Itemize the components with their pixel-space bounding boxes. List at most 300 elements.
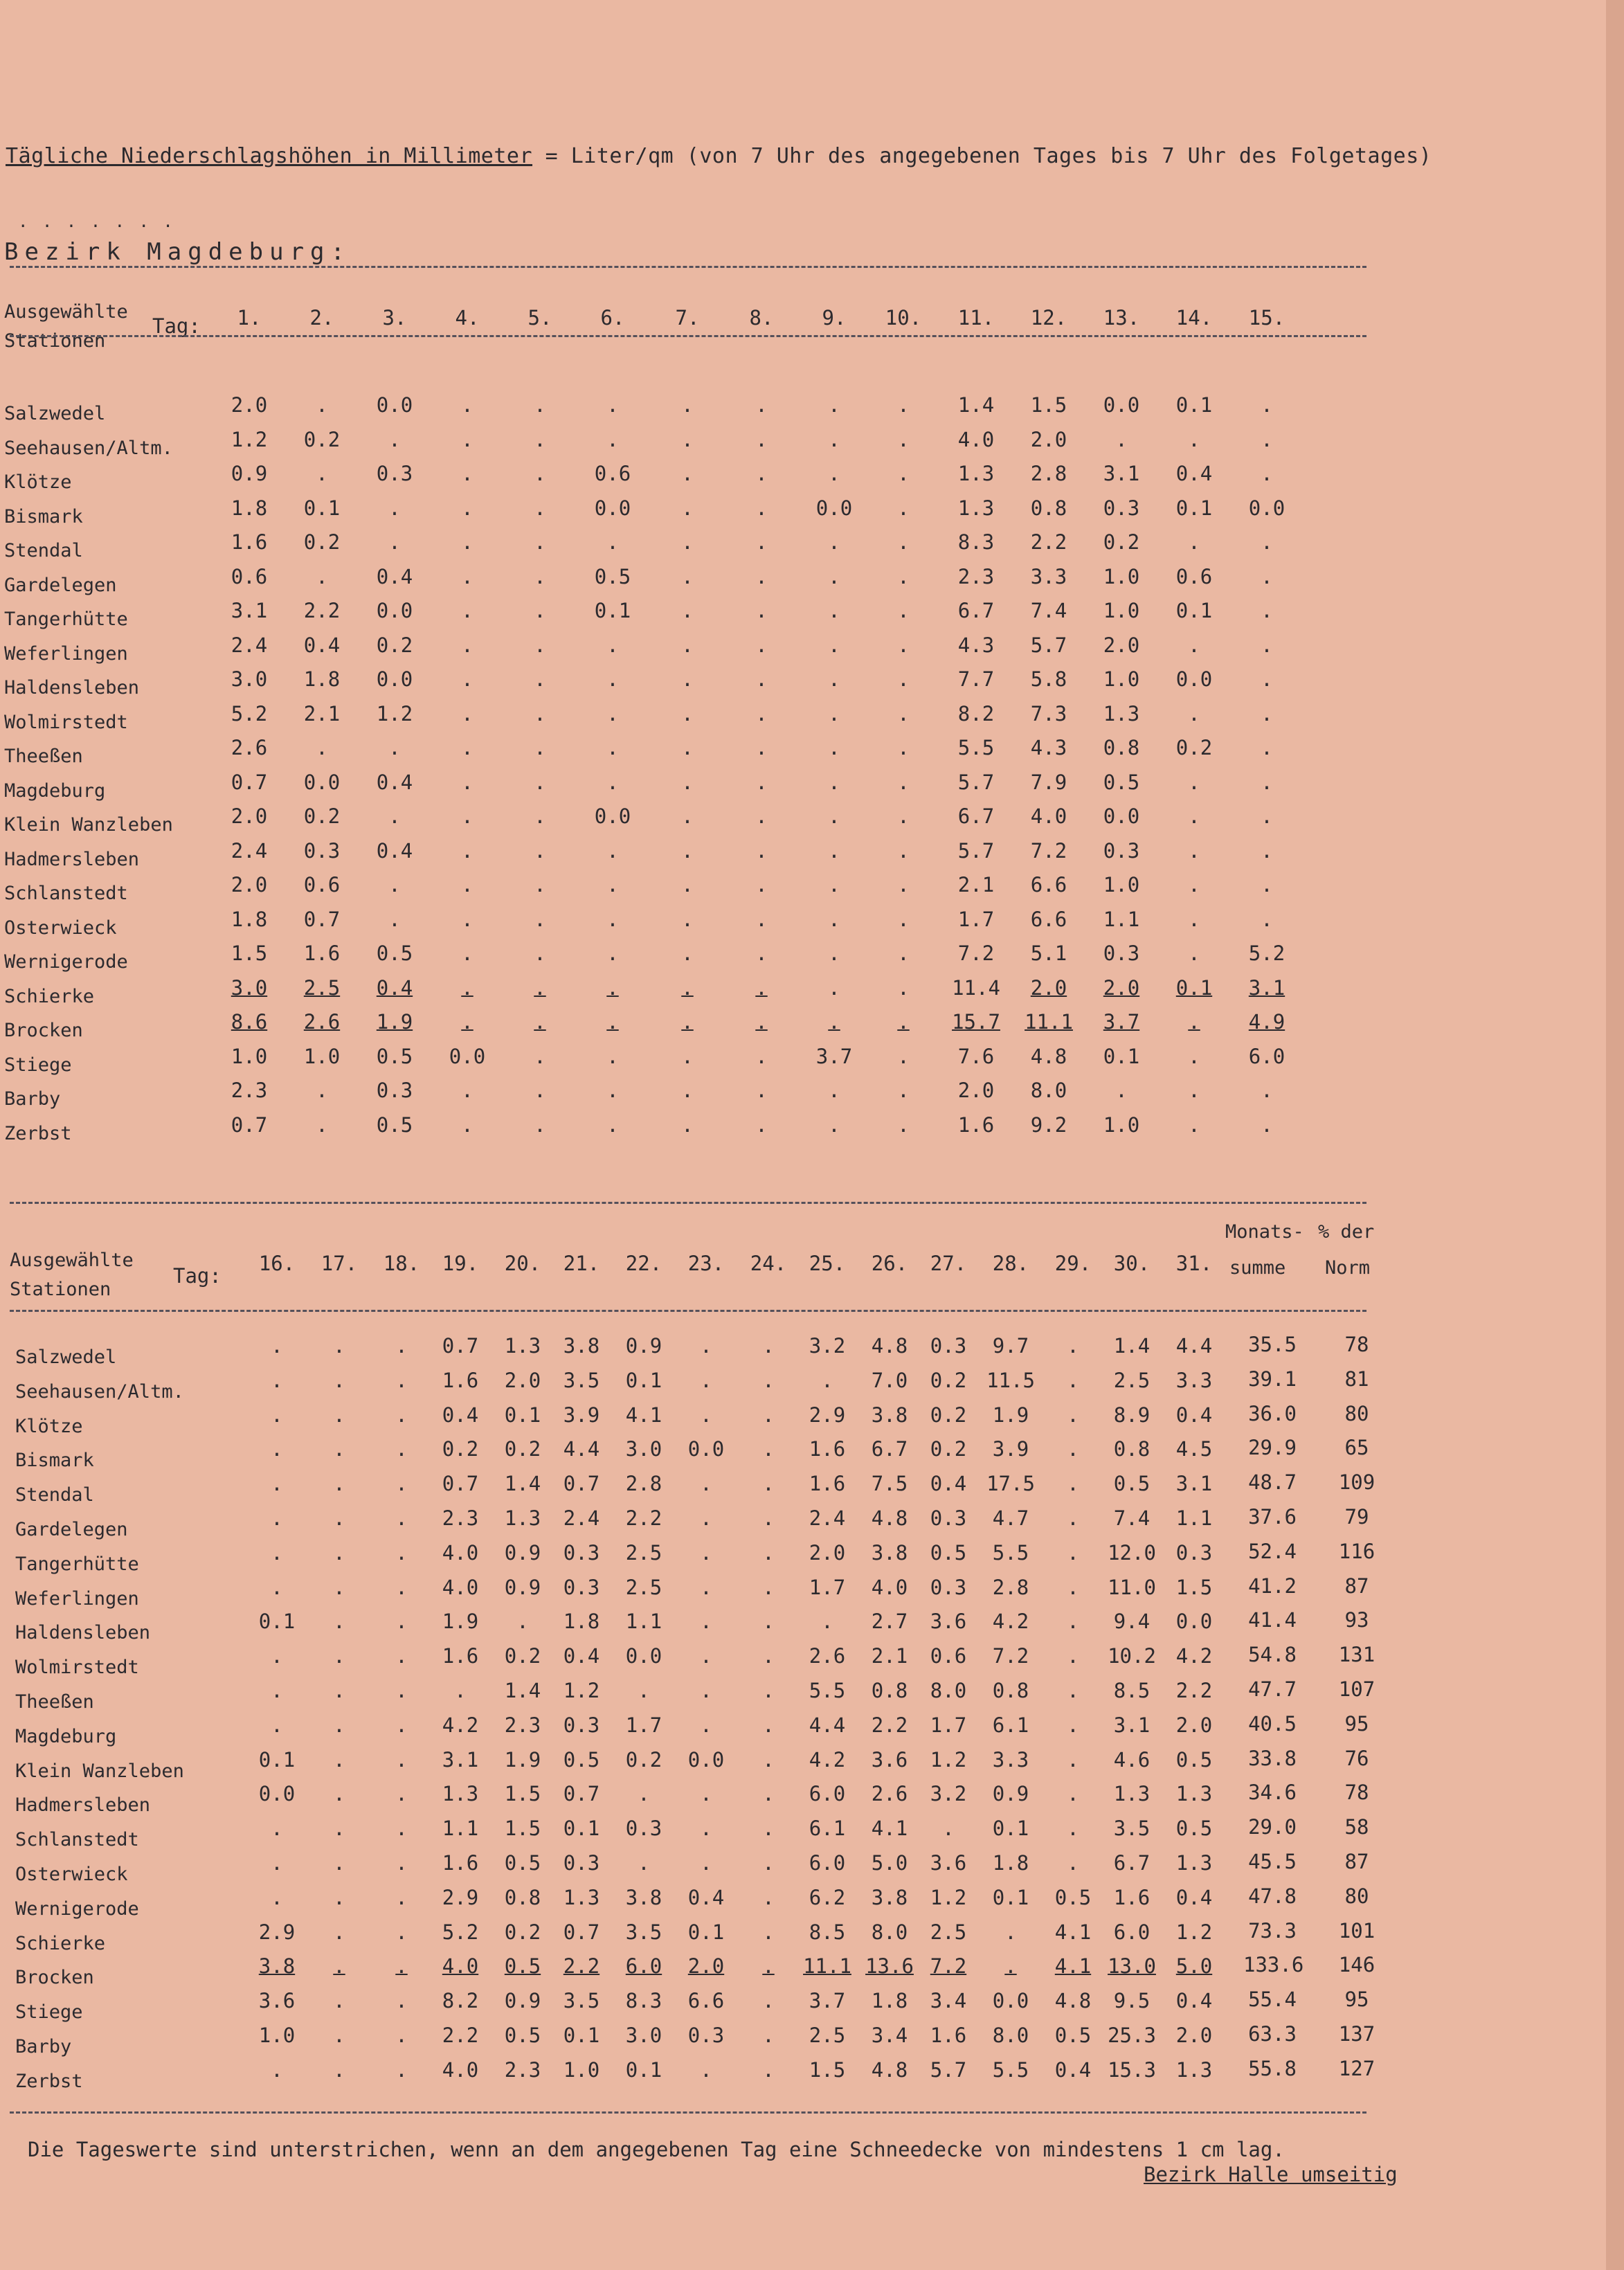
precip-cell: .: [1261, 633, 1273, 657]
precip-cell: 4.9: [1248, 1010, 1285, 1034]
divider: [10, 2111, 1366, 2114]
precip-cell: 11.5: [986, 1368, 1035, 1392]
precip-cell: .: [700, 1817, 712, 1841]
percent-norm-cell: 80: [1344, 1884, 1369, 1908]
precip-cell: 0.6: [303, 873, 341, 897]
day-header: 27.: [930, 1252, 967, 1275]
station-name: Magdeburg: [15, 1725, 117, 1747]
precip-cell: .: [755, 427, 768, 451]
precip-cell: .: [681, 462, 694, 485]
precip-cell: 4.1: [625, 1403, 662, 1427]
precip-cell: 0.9: [504, 1540, 541, 1565]
precip-cell: 1.0: [303, 1044, 341, 1068]
precip-cell: 0.5: [1103, 770, 1140, 794]
precip-cell: .: [897, 1010, 910, 1034]
precip-cell: 1.6: [303, 942, 341, 965]
precip-cell: 2.9: [442, 1885, 479, 1909]
precip-cell: .: [681, 427, 694, 451]
precip-cell: 1.3: [563, 1885, 600, 1909]
precip-cell: .: [1261, 804, 1273, 828]
precip-cell: 1.5: [504, 1782, 541, 1806]
percent-norm-cell: 76: [1344, 1746, 1369, 1770]
precip-cell: 5.1: [1030, 942, 1067, 965]
precip-cell: .: [755, 530, 768, 554]
precip-cell: .: [316, 736, 328, 759]
precip-cell: .: [606, 975, 619, 1000]
precip-cell: .: [1261, 701, 1273, 726]
precip-cell: .: [333, 1851, 345, 1875]
precip-cell: 7.2: [930, 1954, 967, 1979]
precip-cell: .: [1261, 667, 1273, 691]
precip-cell: .: [828, 1079, 840, 1102]
precip-cell: .: [762, 1782, 775, 1806]
station-name: Weferlingen: [15, 1587, 139, 1610]
precip-cell: .: [534, 873, 546, 897]
day-header: 6.: [600, 306, 625, 330]
precip-cell: 0.5: [1175, 1747, 1213, 1772]
day-header: 14.: [1175, 306, 1213, 330]
station-name: Weferlingen: [4, 642, 128, 665]
dotted-mark: . . . . . . .: [18, 212, 175, 231]
precip-cell: .: [271, 1885, 283, 1909]
precip-cell: .: [897, 838, 910, 863]
precip-cell: 0.2: [625, 1747, 662, 1772]
precip-cell: 2.5: [625, 1575, 662, 1599]
station-name: Stendal: [15, 1484, 94, 1506]
precip-cell: 7.0: [871, 1368, 908, 1392]
precip-cell: 8.0: [871, 1920, 908, 1944]
precip-cell: .: [762, 2024, 775, 2047]
precip-cell: .: [534, 496, 546, 520]
precip-cell: .: [333, 1885, 345, 1909]
precip-cell: .: [700, 1334, 712, 1358]
precip-cell: .: [534, 942, 546, 965]
precip-cell: .: [271, 1644, 283, 1668]
precip-cell: .: [681, 736, 694, 759]
precip-cell: .: [762, 1368, 775, 1392]
precip-cell: 7.2: [992, 1644, 1029, 1668]
precip-cell: 1.6: [442, 1644, 479, 1668]
day-header: 11.: [957, 306, 995, 330]
precip-cell: .: [700, 1610, 712, 1634]
precip-cell: 0.5: [376, 942, 413, 965]
precip-cell: .: [1188, 1079, 1200, 1102]
precip-cell: 1.0: [1103, 873, 1140, 897]
precip-cell: 0.5: [1054, 1885, 1092, 1909]
precip-cell: 8.3: [625, 1989, 662, 2013]
precip-cell: 25.3: [1108, 2024, 1156, 2047]
precip-cell: 1.6: [442, 1851, 479, 1875]
precip-cell: 0.2: [1103, 530, 1140, 554]
precip-cell: 2.5: [930, 1920, 967, 1944]
precip-cell: .: [395, 1334, 408, 1358]
monthly-sum-cell: 52.4: [1248, 1539, 1297, 1563]
precip-cell: 1.4: [957, 393, 995, 417]
precip-cell: .: [461, 1079, 473, 1102]
precip-cell: 13.0: [1108, 1954, 1156, 1979]
precip-cell: .: [534, 530, 546, 554]
precip-cell: .: [461, 838, 473, 863]
precip-cell: 3.3: [992, 1747, 1029, 1772]
percent-norm-cell: 127: [1338, 2056, 1375, 2080]
precip-cell: .: [395, 1954, 408, 1979]
precip-cell: .: [755, 667, 768, 691]
precip-cell: .: [1004, 1920, 1017, 1944]
precip-cell: .: [388, 530, 401, 554]
precip-cell: 0.0: [687, 1437, 725, 1461]
precip-cell: 4.7: [992, 1506, 1029, 1530]
precip-cell: 5.5: [957, 736, 995, 759]
precip-cell: .: [828, 975, 840, 1000]
precip-cell: .: [828, 599, 840, 622]
monthly-sum-cell: 41.2: [1248, 1574, 1297, 1598]
precip-cell: .: [461, 736, 473, 759]
precip-cell: 1.7: [930, 1713, 967, 1737]
precip-cell: 1.0: [1103, 564, 1140, 588]
precip-cell: .: [1067, 1679, 1079, 1702]
station-name: Zerbst: [15, 2070, 83, 2092]
precip-cell: .: [1067, 1575, 1079, 1599]
precip-cell: .: [395, 1644, 408, 1668]
precip-cell: 1.2: [1175, 1920, 1213, 1944]
precip-cell: 1.6: [930, 2024, 967, 2047]
station-name: Osterwieck: [4, 917, 117, 939]
precip-cell: .: [333, 1437, 345, 1461]
precip-cell: .: [1188, 1010, 1200, 1034]
precip-cell: 1.0: [1103, 667, 1140, 691]
precip-cell: 7.5: [871, 1472, 908, 1496]
precip-cell: 5.5: [992, 1540, 1029, 1565]
precip-cell: .: [700, 1575, 712, 1599]
precip-cell: .: [271, 1540, 283, 1565]
precip-cell: .: [461, 770, 473, 794]
precip-cell: .: [395, 1713, 408, 1737]
precip-cell: 0.1: [992, 1885, 1029, 1909]
precip-cell: 5.5: [992, 2057, 1029, 2082]
precip-cell: 0.3: [303, 838, 341, 863]
precip-cell: .: [755, 873, 768, 897]
precip-cell: .: [1067, 1782, 1079, 1806]
precip-cell: .: [461, 530, 473, 554]
precip-cell: 3.8: [871, 1540, 908, 1565]
precip-cell: .: [762, 1920, 775, 1944]
page-edge: [1606, 0, 1624, 2270]
precip-cell: .: [828, 667, 840, 691]
precip-cell: 2.0: [504, 1368, 541, 1392]
precip-cell: 2.0: [1103, 975, 1140, 1000]
precip-cell: .: [897, 701, 910, 726]
precip-cell: 0.2: [504, 1920, 541, 1944]
precip-cell: .: [700, 1851, 712, 1875]
precip-cell: 5.2: [442, 1920, 479, 1944]
precip-cell: 7.3: [1030, 701, 1067, 726]
precip-cell: 0.6: [231, 564, 268, 588]
precip-cell: 4.3: [957, 633, 995, 657]
precip-cell: .: [755, 599, 768, 622]
monthly-sum-cell: 47.7: [1248, 1677, 1297, 1701]
precip-cell: 2.2: [442, 2024, 479, 2047]
precip-cell: .: [681, 1044, 694, 1068]
precip-cell: .: [333, 1334, 345, 1358]
precip-cell: .: [606, 1010, 619, 1034]
precip-cell: 0.1: [1175, 599, 1213, 622]
monthly-sum-cell: 29.9: [1248, 1436, 1297, 1460]
precip-cell: .: [897, 804, 910, 828]
precip-cell: .: [534, 393, 546, 417]
precip-cell: 4.8: [871, 2057, 908, 2082]
precip-cell: .: [1188, 427, 1200, 451]
precip-cell: .: [395, 1540, 408, 1565]
precip-cell: .: [461, 427, 473, 451]
precip-cell: 2.4: [231, 838, 268, 863]
day-header: 4.: [455, 306, 480, 330]
precip-cell: 8.5: [1113, 1679, 1151, 1702]
precip-cell: 6.7: [957, 599, 995, 622]
precip-cell: .: [1188, 907, 1200, 931]
precip-cell: 1.3: [1103, 701, 1140, 726]
precip-cell: 5.0: [1175, 1954, 1213, 1979]
precip-cell: .: [316, 393, 328, 417]
precip-cell: 1.6: [1113, 1885, 1151, 1909]
precip-cell: .: [1261, 736, 1273, 759]
precip-cell: 3.8: [871, 1403, 908, 1427]
precip-cell: .: [606, 770, 619, 794]
monthly-sum-header-2: summe: [1229, 1257, 1286, 1279]
precip-cell: 3.5: [1113, 1817, 1151, 1841]
precip-cell: .: [681, 770, 694, 794]
station-name: Osterwieck: [15, 1864, 128, 1885]
precip-cell: .: [395, 1368, 408, 1392]
precip-cell: 0.9: [504, 1989, 541, 2013]
title-suffix: = Liter/qm (von 7 Uhr des angegebenen Tages bis 7 Uhr des Folgetages): [532, 144, 1432, 168]
precip-cell: .: [762, 1679, 775, 1702]
precip-cell: 12.0: [1108, 1540, 1156, 1565]
precip-cell: 0.2: [930, 1368, 967, 1392]
precip-cell: 17.5: [986, 1472, 1035, 1496]
precip-cell: 7.2: [1030, 838, 1067, 863]
precip-cell: 1.6: [231, 530, 268, 554]
page-title: [6, 144, 1432, 168]
precip-cell: 0.8: [1103, 736, 1140, 759]
precip-cell: .: [828, 1113, 840, 1137]
precip-cell: 3.1: [442, 1747, 479, 1772]
precip-cell: 0.0: [376, 599, 413, 622]
station-name: Haldensleben: [15, 1622, 151, 1644]
precip-cell: 0.1: [258, 1610, 296, 1634]
precip-cell: 0.3: [687, 2024, 725, 2047]
precip-cell: .: [461, 564, 473, 588]
station-name: Stiege: [4, 1054, 72, 1076]
precip-cell: 0.4: [1054, 2057, 1092, 2082]
monthly-sum-cell: 29.0: [1248, 1815, 1297, 1839]
precip-cell: 1.5: [231, 942, 268, 965]
precip-cell: 2.1: [957, 873, 995, 897]
stations-label-2: Stationen: [10, 1279, 111, 1300]
precip-cell: .: [388, 496, 401, 520]
percent-norm-cell: 87: [1344, 1574, 1369, 1598]
station-name: Klein Wanzleben: [4, 814, 173, 836]
precip-cell: .: [762, 1989, 775, 2013]
precip-cell: 8.2: [957, 701, 995, 726]
day-header: 19.: [442, 1252, 479, 1275]
monthly-sum-cell: 36.0: [1248, 1401, 1297, 1425]
precip-cell: 0.4: [930, 1472, 967, 1496]
precip-cell: .: [534, 907, 546, 931]
precip-cell: .: [755, 1010, 768, 1034]
precip-cell: 9.5: [1113, 1989, 1151, 2013]
precip-cell: .: [755, 393, 768, 417]
day-header: 13.: [1103, 306, 1140, 330]
precip-cell: 6.2: [809, 1885, 846, 1909]
precip-cell: .: [534, 1113, 546, 1137]
precip-cell: 0.1: [625, 1368, 662, 1392]
precip-cell: .: [762, 1747, 775, 1772]
footnote: Die Tageswerte sind unterstrichen, wenn an dem angegebenen Tag eine Schneedecke von mindestens 1 cm lag.: [28, 2138, 1285, 2161]
precip-cell: 0.7: [442, 1472, 479, 1496]
precip-cell: 3.8: [258, 1954, 296, 1979]
precip-cell: 2.0: [687, 1954, 725, 1979]
precip-cell: .: [1188, 942, 1200, 965]
precip-cell: 2.2: [1030, 530, 1067, 554]
precip-cell: 7.7: [957, 667, 995, 691]
precip-cell: .: [516, 1610, 529, 1634]
precip-cell: 0.2: [303, 804, 341, 828]
precip-cell: .: [606, 427, 619, 451]
precip-cell: .: [762, 1851, 775, 1875]
divider: [10, 1310, 1366, 1312]
station-name: Tangerhütte: [15, 1553, 139, 1575]
precip-cell: .: [333, 1575, 345, 1599]
precip-cell: 0.0: [1248, 496, 1285, 520]
precip-cell: .: [534, 427, 546, 451]
precip-cell: 0.5: [376, 1113, 413, 1137]
precip-cell: 1.2: [231, 427, 268, 451]
percent-norm-cell: 109: [1338, 1470, 1375, 1495]
precip-cell: 3.7: [815, 1044, 853, 1068]
precip-cell: 2.0: [809, 1540, 846, 1565]
precip-cell: .: [1261, 427, 1273, 451]
precip-cell: 4.0: [871, 1575, 908, 1599]
district-heading: Bezirk Magdeburg:: [4, 238, 351, 266]
precip-cell: 0.7: [231, 1113, 268, 1137]
precip-cell: .: [461, 462, 473, 485]
precip-cell: .: [762, 2057, 775, 2082]
precip-cell: .: [333, 1403, 345, 1427]
precip-cell: .: [333, 1506, 345, 1530]
precip-cell: .: [1067, 1747, 1079, 1772]
precip-cell: .: [271, 1368, 283, 1392]
precip-cell: .: [897, 907, 910, 931]
precip-cell: 2.2: [563, 1954, 600, 1979]
precip-cell: 0.0: [594, 804, 631, 828]
precip-cell: 11.0: [1108, 1575, 1156, 1599]
precip-cell: .: [681, 701, 694, 726]
precip-cell: 0.9: [992, 1782, 1029, 1806]
precip-cell: .: [1067, 1713, 1079, 1737]
precip-cell: 5.7: [1030, 633, 1067, 657]
precip-cell: 4.4: [809, 1713, 846, 1737]
percent-norm-cell: 87: [1344, 1850, 1369, 1873]
precip-cell: 0.6: [1175, 564, 1213, 588]
precip-cell: .: [333, 1747, 345, 1772]
precip-cell: .: [534, 736, 546, 759]
precip-cell: 2.0: [1103, 633, 1140, 657]
precip-cell: .: [271, 1506, 283, 1530]
precip-cell: .: [461, 667, 473, 691]
precip-cell: 4.1: [871, 1817, 908, 1841]
station-name: Magdeburg: [4, 780, 106, 802]
precip-cell: .: [395, 1817, 408, 1841]
precip-cell: .: [1115, 1079, 1128, 1102]
percent-norm-cell: 65: [1344, 1436, 1369, 1460]
precip-cell: 0.7: [442, 1334, 479, 1358]
precip-cell: .: [388, 907, 401, 931]
precip-cell: .: [271, 1437, 283, 1461]
precip-cell: 3.4: [930, 1989, 967, 2013]
precip-cell: 3.5: [563, 1989, 600, 2013]
precip-cell: 0.1: [1175, 393, 1213, 417]
precip-cell: .: [762, 1610, 775, 1634]
precip-cell: 3.0: [625, 2024, 662, 2047]
precip-cell: 5.8: [1030, 667, 1067, 691]
precip-cell: 0.5: [504, 1954, 541, 1979]
precip-cell: 0.4: [687, 1885, 725, 1909]
precip-cell: .: [897, 530, 910, 554]
precip-cell: 2.0: [1175, 2024, 1213, 2047]
precip-cell: 2.5: [1113, 1368, 1151, 1392]
precip-cell: 0.4: [376, 770, 413, 794]
precip-cell: .: [681, 838, 694, 863]
precip-cell: .: [461, 633, 473, 657]
divider: [10, 1202, 1366, 1204]
monthly-sum-cell: 41.4: [1248, 1608, 1297, 1632]
precip-cell: 0.2: [303, 427, 341, 451]
precip-cell: 0.3: [625, 1817, 662, 1841]
precip-cell: 4.0: [1030, 804, 1067, 828]
precip-cell: 4.1: [1054, 1920, 1092, 1944]
precip-cell: 1.3: [1113, 1782, 1151, 1806]
precip-cell: 0.2: [504, 1644, 541, 1668]
precip-cell: 3.9: [563, 1403, 600, 1427]
precip-cell: 1.2: [376, 701, 413, 726]
precip-cell: 0.2: [303, 530, 341, 554]
precip-cell: 3.1: [1248, 975, 1285, 1000]
precip-cell: 1.8: [992, 1851, 1029, 1875]
precip-cell: .: [316, 1079, 328, 1102]
precip-cell: 2.8: [992, 1575, 1029, 1599]
precip-cell: .: [897, 1113, 910, 1137]
precip-cell: .: [395, 2024, 408, 2047]
percent-norm-cell: 116: [1338, 1539, 1375, 1563]
precip-cell: 4.6: [1113, 1747, 1151, 1772]
precip-cell: .: [700, 1506, 712, 1530]
precip-cell: .: [755, 564, 768, 588]
precip-cell: 7.4: [1030, 599, 1067, 622]
precip-cell: .: [681, 633, 694, 657]
precip-cell: 7.4: [1113, 1506, 1151, 1530]
day-header: 1.: [237, 306, 262, 330]
title-prefix: Tägliche Niederschlagshöhen in Millimeter: [6, 144, 533, 168]
precip-cell: 2.8: [1030, 462, 1067, 485]
precip-cell: .: [606, 633, 619, 657]
precip-cell: 2.0: [231, 804, 268, 828]
precip-cell: 0.3: [1103, 496, 1140, 520]
precip-cell: .: [606, 1079, 619, 1102]
day-header: 30.: [1113, 1252, 1151, 1275]
precip-cell: 4.0: [957, 427, 995, 451]
precip-cell: 1.5: [1030, 393, 1067, 417]
precip-cell: .: [1188, 873, 1200, 897]
